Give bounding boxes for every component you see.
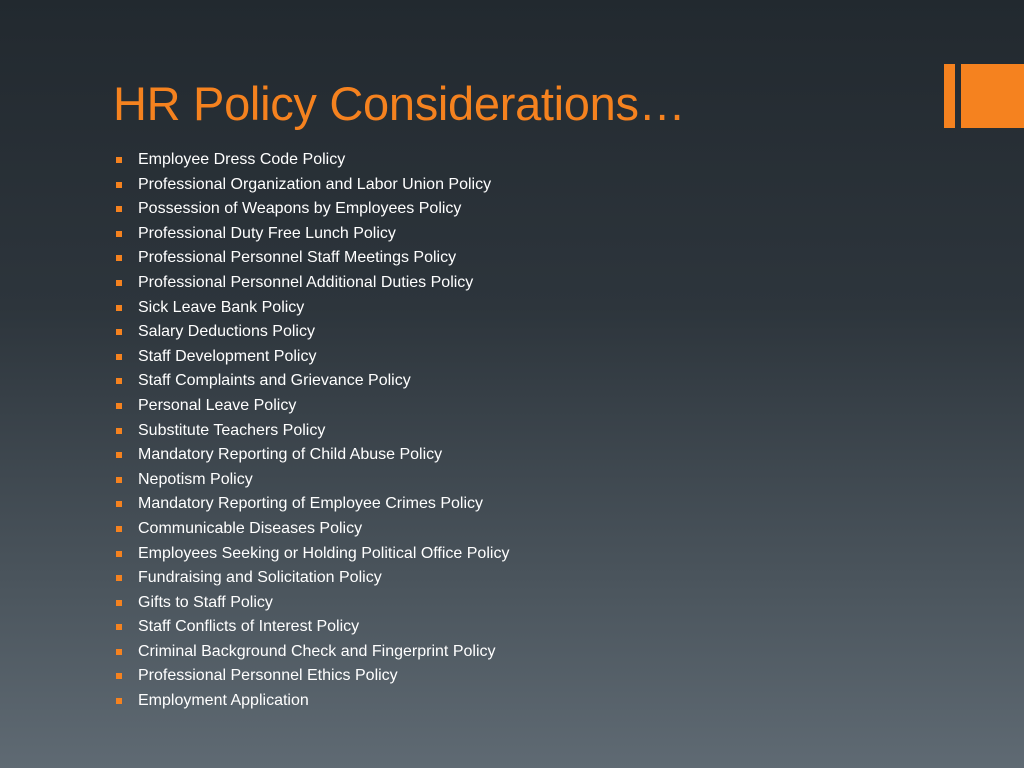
- bullet-square-icon: [116, 551, 122, 557]
- bullet-text: Professional Personnel Staff Meetings Policy: [138, 249, 457, 267]
- bullet-item: [116, 664, 509, 689]
- bullet-square-icon: [116, 329, 122, 335]
- bullet-item: [116, 296, 509, 321]
- bullet-square-icon: [116, 305, 122, 311]
- bullet-square-icon: [116, 600, 122, 606]
- bullet-item: [116, 419, 509, 444]
- bullet-item: [116, 369, 509, 394]
- bullet-item: [116, 246, 509, 271]
- bullet-square-icon: [116, 452, 122, 458]
- bullet-text: Substitute Teachers Policy: [138, 421, 326, 439]
- bullet-square-icon: [116, 231, 122, 237]
- bullet-text: Mandatory Reporting of Employee Crimes Policy: [138, 495, 484, 513]
- bullet-square-icon: [116, 624, 122, 630]
- bullet-square-icon: [116, 206, 122, 212]
- bullet-item: [116, 197, 509, 222]
- bullet-text: Personal Leave Policy: [138, 396, 297, 414]
- bullet-square-icon: [116, 255, 122, 261]
- bullet-text: Professional Organization and Labor Union Policy: [138, 175, 492, 193]
- bullet-text: Mandatory Reporting of Child Abuse Policy: [138, 446, 443, 464]
- bullet-square-icon: [116, 673, 122, 679]
- bullet-item: [116, 320, 509, 345]
- bullet-text: Nepotism Policy: [138, 470, 253, 488]
- bullet-item: [116, 492, 509, 517]
- bullet-item: [116, 468, 509, 493]
- bullet-item: [116, 517, 509, 542]
- bullet-item: [116, 148, 509, 173]
- bullet-square-icon: [116, 698, 122, 704]
- bullet-text: Communicable Diseases Policy: [138, 519, 363, 537]
- bullet-text: Staff Development Policy: [138, 347, 317, 365]
- logo-wide-bar: [961, 64, 1024, 128]
- bullet-square-icon: [116, 378, 122, 384]
- bullet-item: [116, 689, 509, 714]
- bullet-square-icon: [116, 526, 122, 532]
- bullet-square-icon: [116, 354, 122, 360]
- bullet-square-icon: [116, 403, 122, 409]
- bullet-text: Professional Duty Free Lunch Policy: [138, 224, 396, 242]
- bullet-text: Professional Personnel Additional Duties Policy: [138, 273, 474, 291]
- bullet-item: [116, 443, 509, 468]
- bullet-text: Staff Complaints and Grievance Policy: [138, 372, 411, 390]
- bullet-item: [116, 173, 509, 198]
- bullet-text: Fundraising and Solicitation Policy: [138, 569, 382, 587]
- bullet-list: [116, 148, 509, 714]
- bullet-square-icon: [116, 428, 122, 434]
- bullet-item: [116, 222, 509, 247]
- bullet-item: [116, 591, 509, 616]
- bullet-square-icon: [116, 477, 122, 483]
- bullet-item: [116, 394, 509, 419]
- bullet-text: Gifts to Staff Policy: [138, 593, 273, 611]
- bullet-text: Employee Dress Code Policy: [138, 151, 346, 168]
- bullet-item: [116, 566, 509, 591]
- bullet-item: [116, 271, 509, 296]
- bullet-square-icon: [116, 182, 122, 188]
- bullet-square-icon: [116, 575, 122, 581]
- bullet-item: [116, 640, 509, 665]
- bullet-square-icon: [116, 501, 122, 507]
- bullet-text: Staff Conflicts of Interest Policy: [138, 618, 360, 636]
- bullet-item: [116, 542, 509, 567]
- bullet-item: [116, 345, 509, 370]
- bullet-square-icon: [116, 280, 122, 286]
- logo-thin-bar: [944, 64, 955, 128]
- bullet-square-icon: [116, 157, 122, 163]
- bullet-text: Possession of Weapons by Employees Policy: [138, 200, 462, 218]
- bullet-text: Sick Leave Bank Policy: [138, 298, 305, 316]
- bullet-text: Professional Personnel Ethics Policy: [138, 667, 398, 685]
- bullet-square-icon: [116, 649, 122, 655]
- bullet-text: Salary Deductions Policy: [138, 323, 315, 341]
- bullet-item: [116, 615, 509, 640]
- bullet-text: Criminal Background Check and Fingerprint Policy: [138, 642, 496, 660]
- bullet-text: Employment Application: [138, 692, 309, 710]
- logo-mark: [944, 64, 1024, 128]
- bullet-text: Employees Seeking or Holding Political Office Policy: [138, 544, 510, 562]
- slide-title: HR Policy Considerations…: [113, 77, 686, 130]
